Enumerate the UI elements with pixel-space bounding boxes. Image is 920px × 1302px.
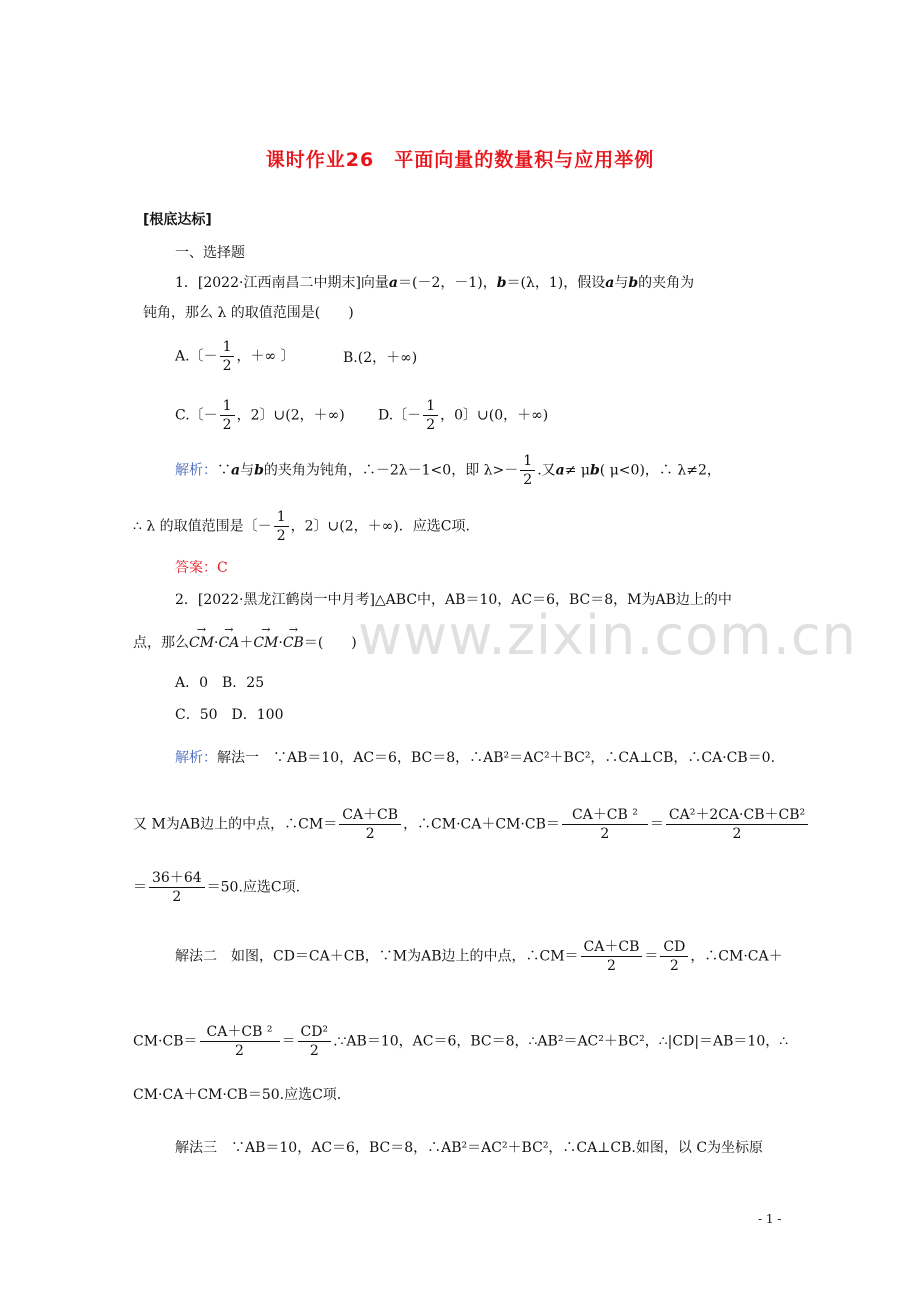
q2-options-cd: C．50 D．100 — [175, 707, 284, 723]
q2-method3-line1: 解法三 ∵AB＝10，AC＝6，BC＝8，∴AB²＝AC²＋BC²，∴CA⊥CB.如图，以 C为坐标原 — [175, 1140, 764, 1156]
q2-method1-line3: ＝ $\frac{36+64}{2}$ ＝50.应选C项. — [133, 870, 301, 905]
q2-method2-line2: CM·CB＝ $\frac{\text{CA＋CB ²}}{2}$ ＝ $\frac{\text{CD²}}{2}$ .∵AB＝10，AC＝6，BC＝8，∴AB²＝AC²＋BC²，∴|CD|＝AB＝10，∴ — [133, 1024, 789, 1059]
watermark: www.zixin.com.cn — [358, 604, 857, 667]
page-title: 课时作业26 平面向量的数量积与应用举例 — [265, 149, 655, 171]
q2-options-ab: A．0 B．25 — [175, 675, 265, 691]
q2-method1-line1: 解析：解法一 ∵AB＝10，AC＝6，BC＝8，∴AB²＝AC²＋BC²，∴CA⊥CB，∴CA·CB＝0. — [175, 750, 776, 766]
part-heading: 一、选择题 — [175, 245, 245, 261]
q1-option-b: B.(2，＋∞) — [343, 350, 418, 366]
q1-option-a: A.〔－ $\frac{1}{2}$ ，＋∞ 〕 — [175, 339, 295, 374]
q2-method2-line3: CM·CA＋CM·CB＝50.应选C项. — [133, 1087, 342, 1103]
q1-answer: 答案：C — [175, 560, 228, 576]
q1-stem-line1: 1．[2022·江西南昌二中期末]向量a＝(－2，－1)，b＝(λ，1)，假设a与b的夹角为 — [175, 275, 695, 291]
page-number: - 1 - — [758, 1212, 782, 1226]
q1-solution-line2: ∴ λ 的取值范围是〔－ $\frac{1}{2}$ ，2〕∪(2，＋∞)．应选C项. — [133, 509, 470, 544]
q2-stem-line1: 2．[2022·黑龙江鹤岗一中月考]△ABC中，AB＝10，AC＝6，BC＝8，M为AB边上的中 — [175, 592, 732, 608]
q1-solution-line1: 解析：∵a与b的夹角为钝角，∴－2λ－1<0，即 λ>－ $\frac{1}{2}$ .又a≠ μb( μ<0)，∴ λ≠2， — [175, 453, 721, 488]
q1-option-d: D.〔－ $\frac{1}{2}$ ，0〕∪(0，＋∞) — [378, 398, 549, 433]
q1-stem-line2: 钝角，那么 λ 的取值范围是( ) — [143, 305, 354, 321]
q2-method2-line1: 解法二 如图，CD＝CA＋CB，∵M为AB边上的中点，∴CM＝ $\frac{CA+CB}{2}$ ＝ $\frac{CD}{2}$ ，∴CM·CA＋ — [175, 939, 783, 974]
q2-stem-line2: 点，那么→ CM·→ CA＋→ CM·→ CB＝( ) — [133, 633, 357, 653]
q1-option-c: C.〔－ $\frac{1}{2}$ ，2〕∪(2，＋∞) — [175, 398, 345, 433]
q2-method1-line2: 又 M为AB边上的中点，∴CM＝ $\frac{CA+CB}{2}$ ，∴CM·CA＋CM·CB＝ $\frac{\text{CA＋CB ²}}{2}$ ＝ $\frac{\text{CA²＋2CA·CB＋CB²}}{2}$ — [133, 806, 810, 843]
section-heading: [根底达标] — [143, 212, 212, 228]
